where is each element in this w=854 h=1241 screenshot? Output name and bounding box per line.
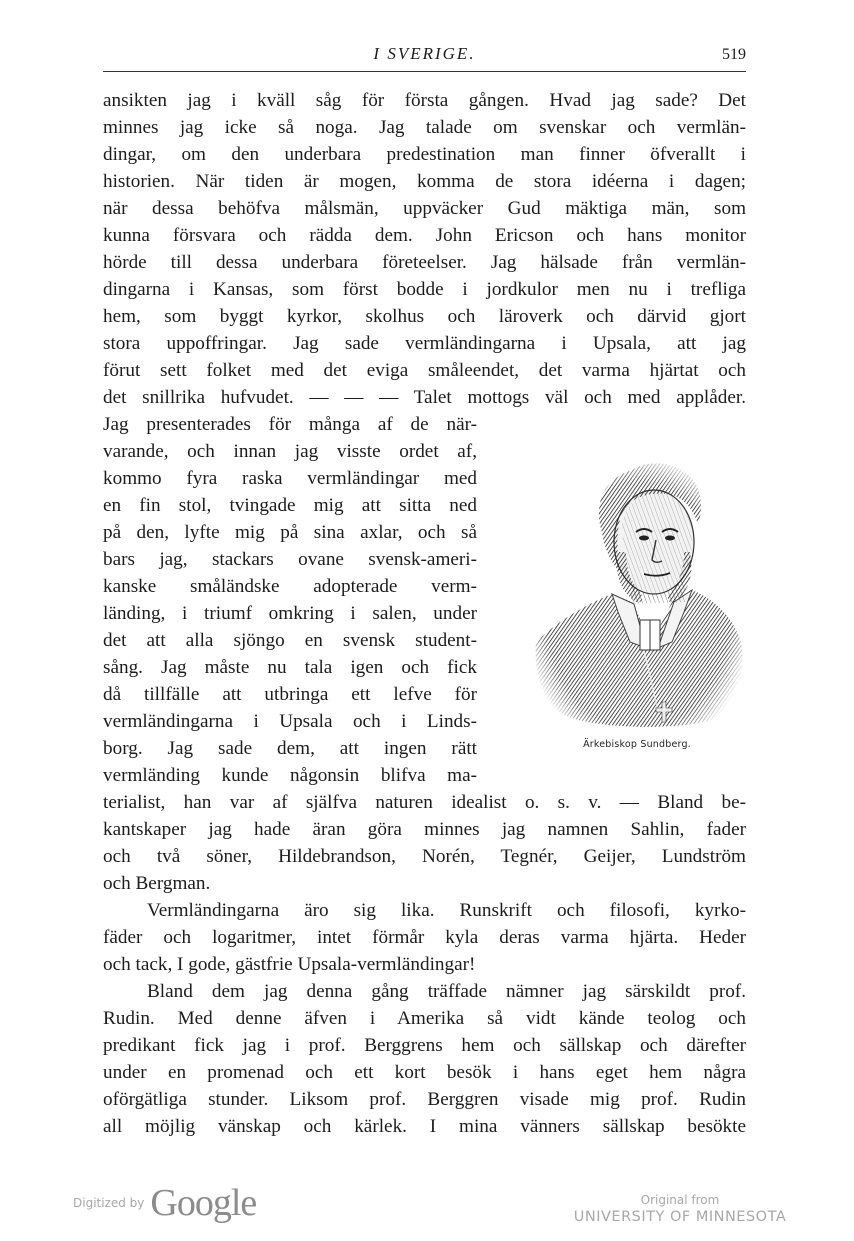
text-line: historien. När tiden är mogen, komma de stora idéerna i dagen; bbox=[103, 171, 746, 192]
google-logo: Google bbox=[150, 1182, 257, 1224]
text-line: när dessa behöfva målsmän, uppväcker Gud mäktiga män, som bbox=[103, 198, 746, 219]
text-line: kommo fyra raska vermländingar med bbox=[103, 468, 477, 489]
text-line: på den, lyfte mig på sina axlar, och så bbox=[103, 522, 477, 543]
text-line: stora uppoffringar. Jag sade vermländingarna i Upsala, att jag bbox=[103, 333, 746, 354]
original-from-label: Original from bbox=[640, 1193, 720, 1207]
text-line: och två söner, Hildebrandson, Norén, Tegnér, Geijer, Lundström bbox=[103, 846, 746, 867]
text-line: sång. Jag måste nu tala igen och fick bbox=[103, 657, 477, 678]
text-line: förut sett folket med det eviga småleendet, det varma hjärtat och bbox=[103, 360, 746, 381]
text-line: och tack, I gode, gästfrie Upsala-vermländingar! bbox=[103, 954, 476, 975]
text-line: kanske småländske adopterade verm- bbox=[103, 576, 477, 597]
text-line: vermländing kunde någonsin blifva ma- bbox=[103, 765, 477, 786]
text-line: ansikten jag i kväll såg för första gången. Hvad jag sade? Det bbox=[103, 90, 746, 111]
text-line: Bland dem jag denna gång träffade nämner jag särskildt prof. bbox=[147, 981, 746, 1002]
text-line: länding, i triumf omkring i salen, under bbox=[103, 603, 477, 624]
text-line: bars jag, stackars ovane svensk-ameri- bbox=[103, 549, 477, 570]
running-head bbox=[103, 44, 746, 70]
portrait-illustration bbox=[532, 452, 744, 732]
original-institution: UNIVERSITY OF MINNESOTA bbox=[573, 1209, 787, 1225]
text-line: oförgätliga stunder. Liksom prof. Berggren visade mig prof. Rudin bbox=[103, 1089, 746, 1110]
text-line: hörde till dessa underbara företeelser. Jag hälsade från vermlän- bbox=[103, 252, 746, 273]
text-line: Rudin. Med denne äfven i Amerika så vidt kände teolog och bbox=[103, 1008, 746, 1029]
text-line: det att alla sjöngo en svensk student- bbox=[103, 630, 477, 651]
digitized-by-label: Digitized by bbox=[73, 1196, 145, 1210]
text-line: och Bergman. bbox=[103, 873, 211, 894]
text-line: då tillfälle att utbringa ett lefve för bbox=[103, 684, 477, 705]
header-rule bbox=[103, 71, 746, 72]
portrait-engraving bbox=[532, 452, 744, 732]
text-line: kunna försvara och rädda dem. John Ericson och hans monitor bbox=[103, 225, 746, 246]
text-line: under en promenad och ett kort besök i hans eget hem några bbox=[103, 1062, 746, 1083]
text-line: predikant fick jag i prof. Berggrens hem och sällskap och därefter bbox=[103, 1035, 746, 1056]
text-line: all möjlig vänskap och kärlek. I mina vänners sällskap besökte bbox=[103, 1116, 746, 1137]
text-line: varande, och innan jag visste ordet af, bbox=[103, 441, 477, 462]
original-from-watermark bbox=[560, 1193, 800, 1225]
text-line: vermländingarna i Upsala och i Linds- bbox=[103, 711, 477, 732]
running-title: I SVERIGE. bbox=[373, 44, 476, 63]
text-line: Jag presenterades för många af de när- bbox=[103, 414, 477, 435]
text-line: det snillrika hufvudet. — — — Talet mottogs väl och med applåder. bbox=[103, 387, 746, 408]
text-line: en fin stol, tvingade mig att sitta ned bbox=[103, 495, 477, 516]
text-line: kantskaper jag hade äran göra minnes jag namnen Sahlin, fader bbox=[103, 819, 746, 840]
text-line: hem, som byggt kyrkor, skolhus och läroverk och därvid gjort bbox=[103, 306, 746, 327]
text-line: Vermländingarna äro sig lika. Runskrift och filosofi, kyrko- bbox=[147, 900, 746, 921]
digitized-by-watermark bbox=[73, 1183, 256, 1223]
text-line: dingarna i Kansas, som först bodde i jordkulor men nu i trefliga bbox=[103, 279, 746, 300]
text-line: dingar, om den underbara predestination man finner öfverallt i bbox=[103, 144, 746, 165]
text-line: borg. Jag sade dem, att ingen rätt bbox=[103, 738, 477, 759]
text-line: terialist, han var af själfva naturen idealist o. s. v. — Bland be- bbox=[103, 792, 746, 813]
text-line: minnes jag icke så noga. Jag talade om svenskar och vermlän- bbox=[103, 117, 746, 138]
figure-caption: Ärkebiskop Sundberg. bbox=[583, 739, 691, 750]
text-line: fäder och logaritmer, intet förmår kyla deras varma hjärta. Heder bbox=[103, 927, 746, 948]
page-number: 519 bbox=[722, 46, 746, 63]
